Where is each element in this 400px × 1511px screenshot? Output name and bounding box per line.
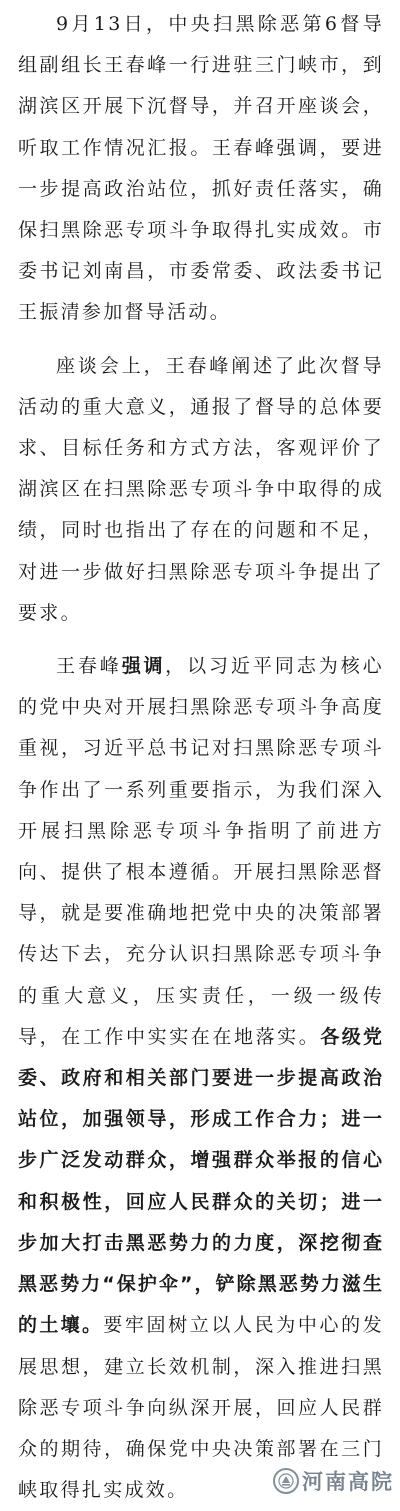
paragraph-3 [18, 646, 384, 1511]
paragraph-2 [18, 346, 384, 634]
court-emblem-graphic [277, 1472, 295, 1490]
paragraph-1-text: 9月13日，中央扫黑除恶第6督导组副组长王春峰一行进驻三门峡市，到湖滨区开展下沉督导，并召开座谈会，听取工作情况汇报。王春峰强调，要进一步提高政治站位，抓好责任落实，确保扫黑除恶专项斗争取得扎实成效。市委书记刘南昌，市委常委、政法委书记王振清参加督导活动。 [18, 13, 384, 324]
paragraph-3-closing: 要牢固树立以人民为中心的发展思想，建立长效机制，深入推进扫黑除恶专项斗争向纵深开展，回应人民群众的期待，确保党中央决策部署在三门峡取得扎实成效。 [18, 1314, 384, 1502]
paragraph-3-body: ，以习近平同志为核心的党中央对开展扫黑除恶专项斗争高度重视，习近平总书记对扫黑除恶专项斗争作出了一系列重要指示，为我们深入开展扫黑除恶专项斗争指明了前进方向、提供了根本遵循。开展扫黑除恶督导，就是要准确地把党中央的决策部署传达下去，充分认识扫黑除恶专项斗争的重大意义，压实责任，一级一级传导，在工作中实实在在地落实。 [18, 655, 384, 1048]
paragraph-2-text: 座谈会上，王春峰阐述了此次督导活动的重大意义，通报了督导的总体要求、目标任务和方式方法，客观评价了湖滨区在扫黑除恶专项斗争中取得的成绩，同时也指出了存在的问题和不足，对进一步做好扫黑除恶专项斗争提出了要求。 [18, 354, 384, 624]
court-emblem-icon [273, 1468, 299, 1494]
paragraph-1 [18, 4, 384, 334]
watermark-text: 河南高院 [302, 1466, 394, 1496]
paragraph-3-speaker: 王春峰 [56, 655, 122, 678]
paragraph-3-key-requirements: 各级党委、政府和相关部门要进一步提高政治站位，加强领导，形成工作合力；进一步广泛发动群众，增强群众举报的信心和积极性，回应人民群众的关切；进一步加大打击黑恶势力的力度，深挖彻查黑恶势力“保护伞”，铲除黑恶势力滋生的土壤。 [18, 1025, 384, 1337]
paragraph-3-emphasis-stress: 强调 [121, 655, 166, 678]
watermark [273, 1466, 394, 1496]
